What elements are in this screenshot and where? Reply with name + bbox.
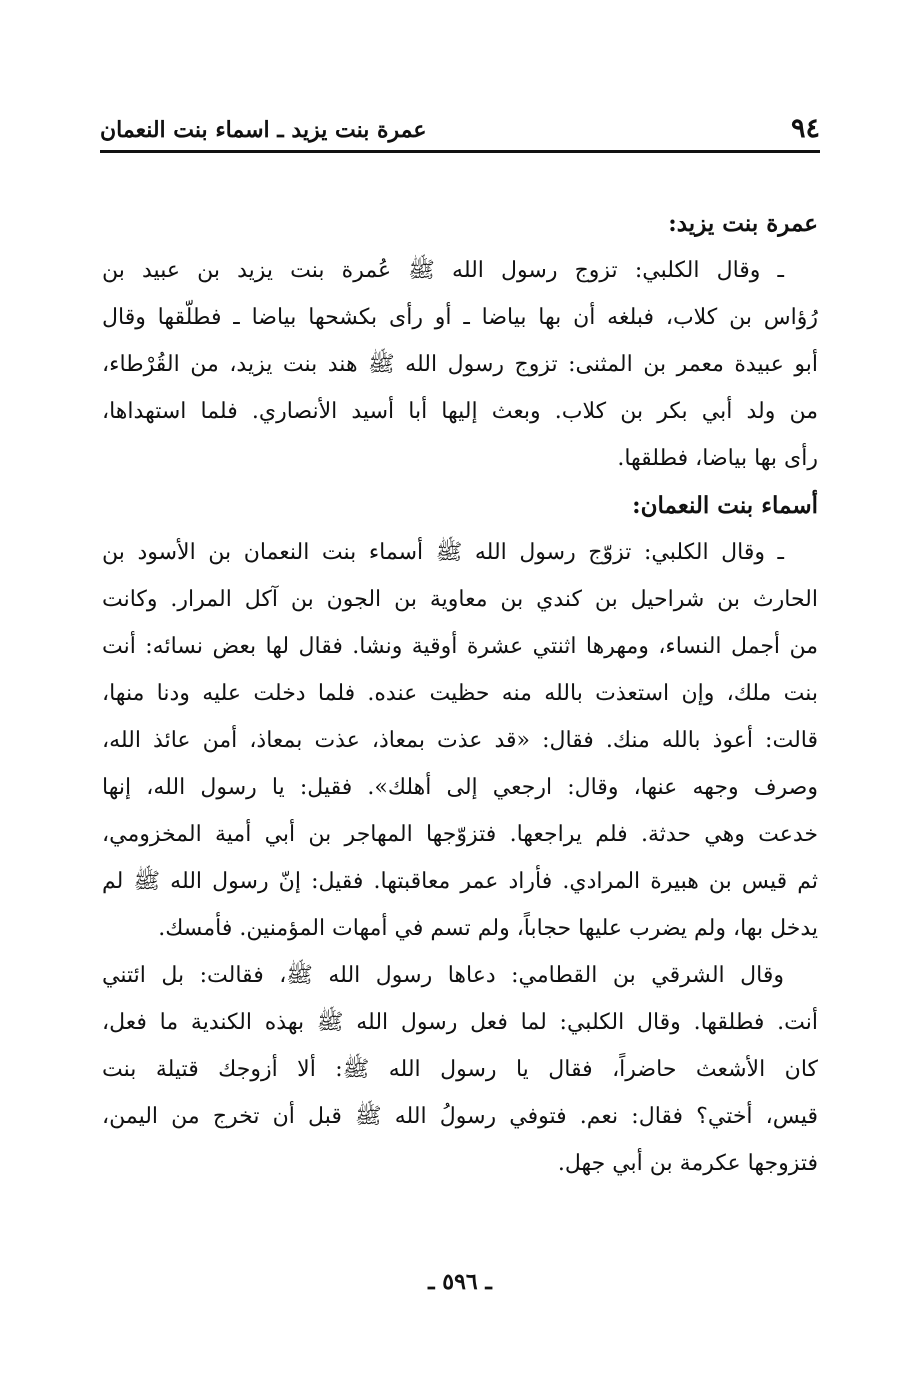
text-line: كان الأشعث حاضراً، فقال يا رسول الله ﷺ: ألا أزوجك قتيلة بنت — [102, 1057, 818, 1082]
text-line: خدعت وهي حدثة. فلم يراجعها. فتزوّجها المهاجر بن أبي أمية المخزومي، — [102, 822, 818, 847]
text-line: وقال الشرقي بن القطامي: دعاها رسول الله ﷺ، فقالت: بل ائتني — [102, 963, 784, 988]
section-heading-amra: عمرة بنت يزيد: — [668, 210, 818, 237]
text-line: رُؤاس بن كلاب، فبلغه أن بها بياضا ـ أو رأى بكشحها بياضا ـ فطلّقها وقال — [102, 305, 818, 330]
text-line: أنت. فطلقها. وقال الكلبي: لما فعل رسول الله ﷺ بهذه الكندية ما فعل، — [102, 1010, 818, 1035]
text-line: من ولد أبي بكر بن كلاب. وبعث إليها أبا أسيد الأنصاري. فلما استهداها، — [102, 399, 818, 424]
text-line: رأى بها بياضا، فطلقها. — [617, 446, 818, 471]
page-folio: ـ ٥٩٦ ـ — [428, 1269, 492, 1295]
running-header — [100, 112, 820, 148]
body-text — [102, 200, 818, 1187]
text-line: الحارث بن شراحيل بن كندي بن معاوية بن الجون بن آكل المرار. وكانت — [102, 587, 818, 612]
text-line: ـ وقال الكلبي: تزوج رسول الله ﷺ عُمرة بنت يزيد بن عبيد بن — [102, 258, 784, 283]
text-line: ـ وقال الكلبي: تزوّج رسول الله ﷺ أسماء بنت النعمان بن الأسود بن — [102, 540, 784, 565]
text-line: ثم قيس بن هبيرة المرادي. فأراد عمر معاقبتها. فقيل: إنّ رسول الله ﷺ لم — [102, 869, 818, 894]
text-line: من أجمل النساء، ومهرها اثنتي عشرة أوقية ونشا. فقال لها بعض نسائه: أنت — [102, 634, 818, 659]
section-heading-asma: أسماء بنت النعمان: — [632, 492, 818, 519]
header-title: عمرة بنت يزيد ـ اسماء بنت النعمان — [100, 117, 427, 143]
text-line: بنت ملك، وإن استعذت بالله منه حظيت عنده. فلما دخلت عليه ودنا منها، — [102, 681, 818, 706]
text-line: وصرف وجهه عنها، وقال: ارجعي إلى أهلك». فقيل: يا رسول الله، إنها — [102, 775, 818, 800]
header-rule — [100, 150, 820, 153]
text-line: أبو عبيدة معمر بن المثنى: تزوج رسول الله ﷺ هند بنت يزيد، من القُرْطاء، — [102, 352, 818, 377]
text-line: يدخل بها، ولم يضرب عليها حجاباً، ولم تسم في أمهات المؤمنين. فأمسك. — [158, 916, 818, 941]
header-page-number: ٩٤ — [790, 113, 820, 144]
text-line: قيس، أختي؟ فقال: نعم. فتوفي رسولُ الله ﷺ قبل أن تخرج من اليمن، — [102, 1104, 818, 1129]
text-line: قالت: أعوذ بالله منك. فقال: «قد عذت بمعاذ، عذت بمعاذ، أمن عائذ الله، — [102, 728, 818, 753]
text-line: فتزوجها عكرمة بن أبي جهل. — [557, 1151, 818, 1176]
